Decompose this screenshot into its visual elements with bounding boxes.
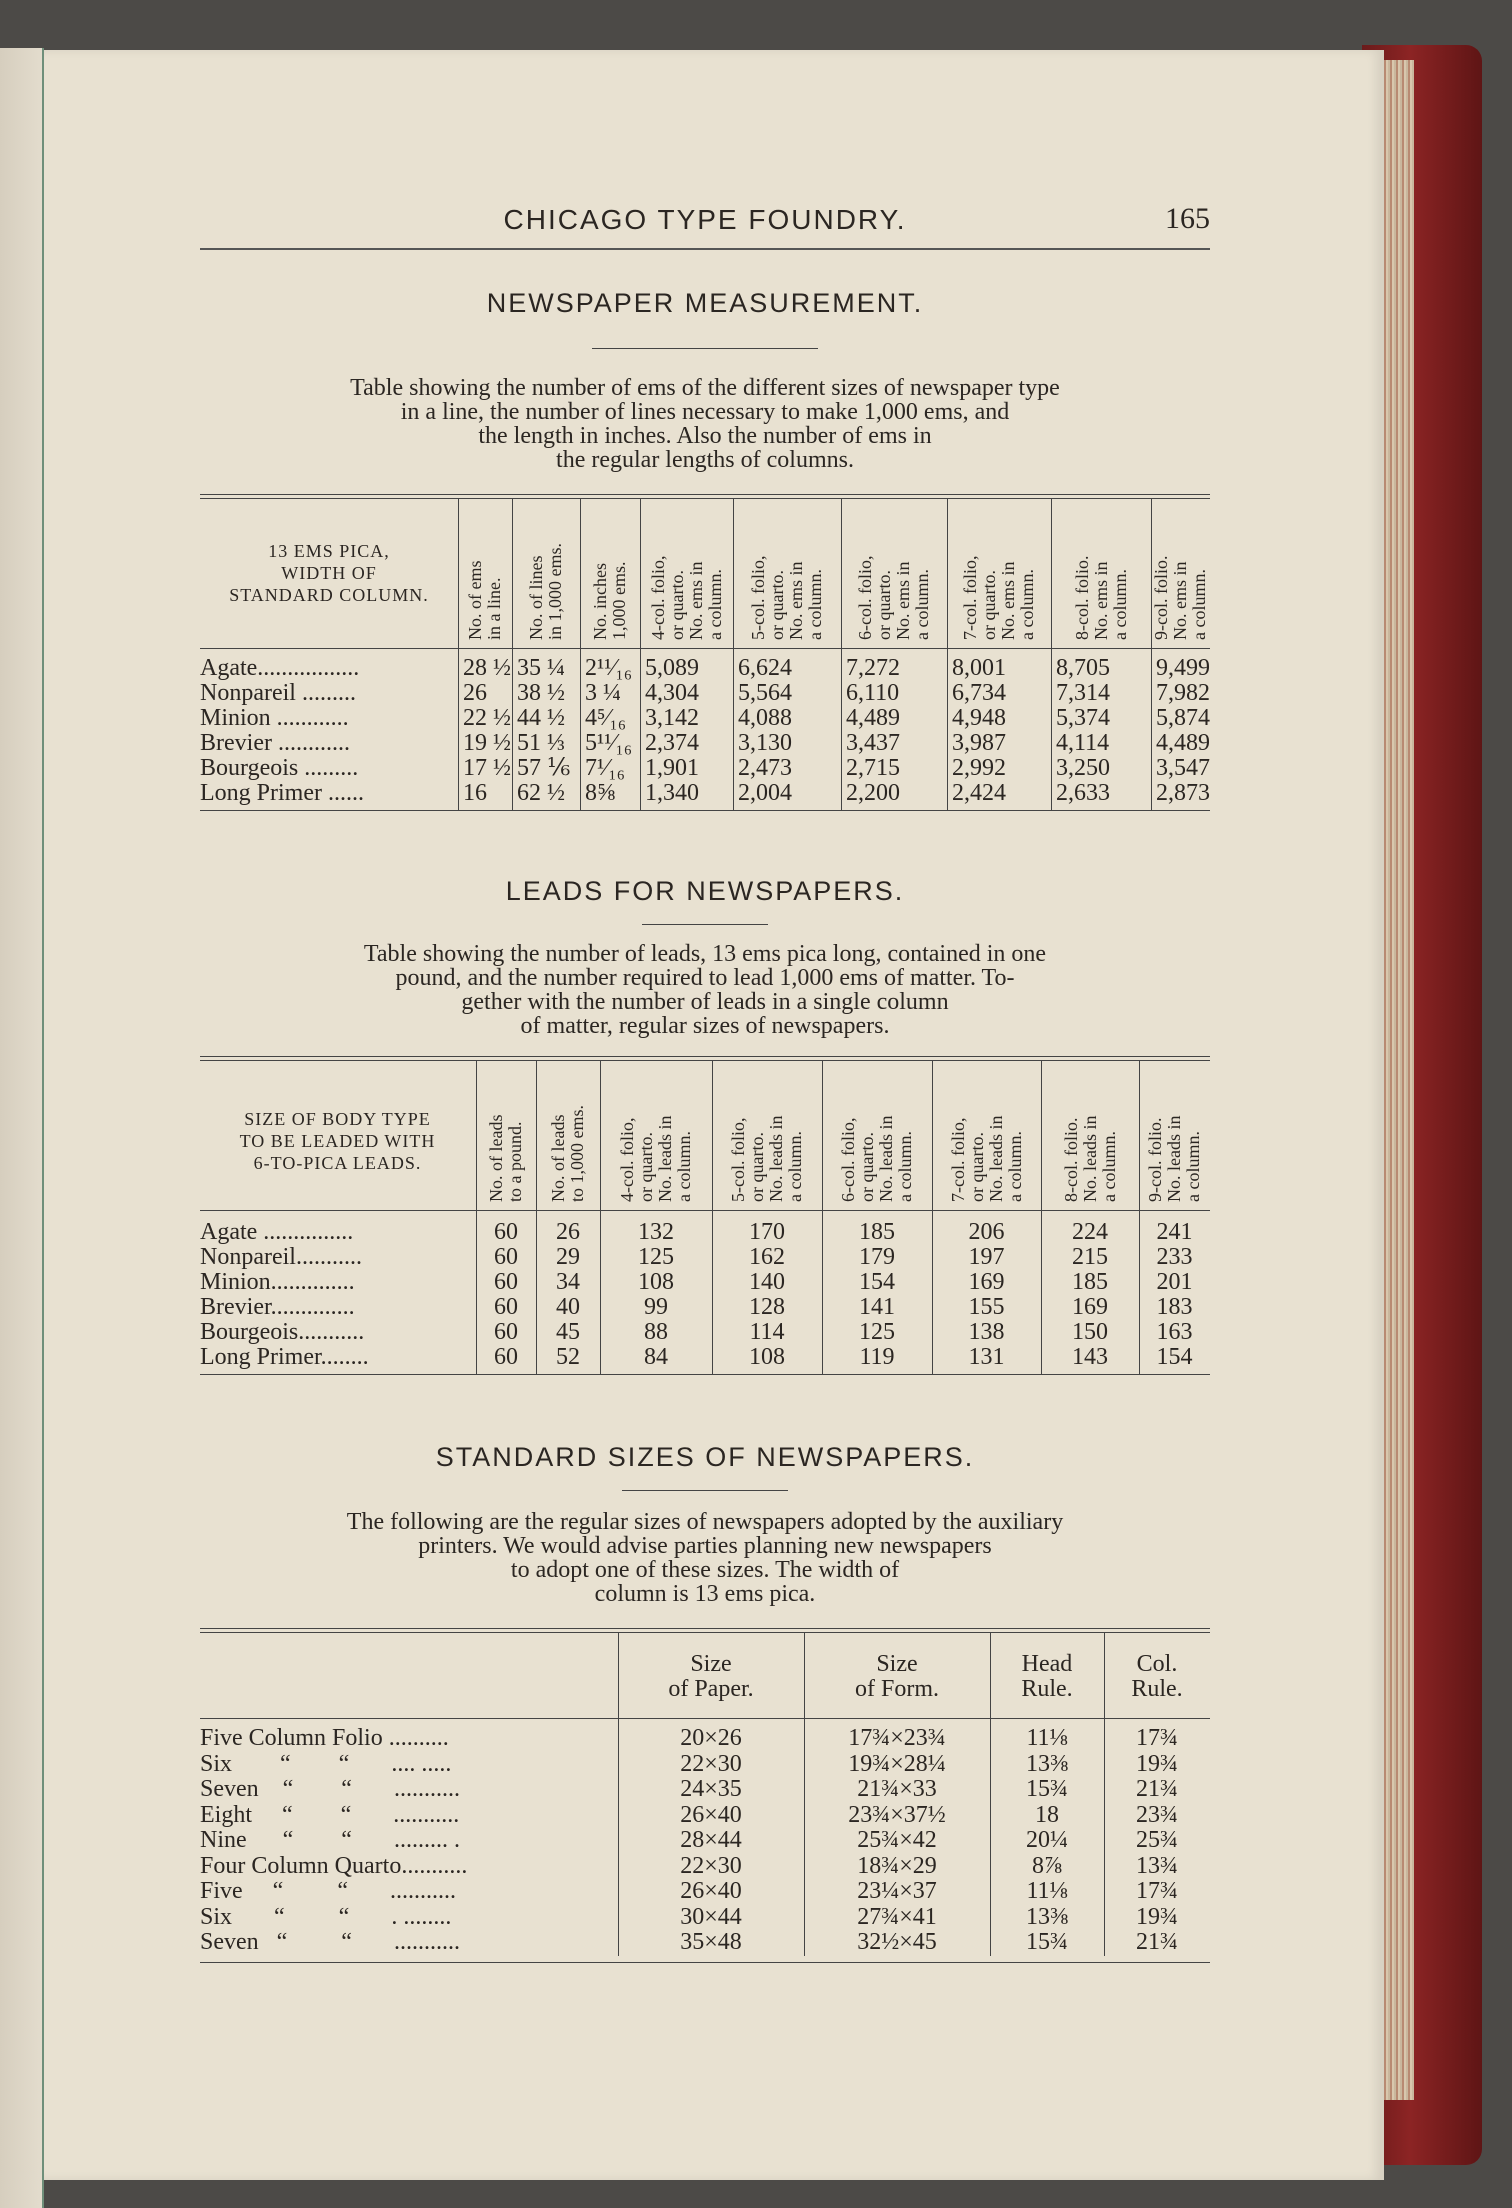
table-cell: 224	[1072, 1219, 1108, 1245]
leads-intro	[200, 942, 1210, 1038]
table-cell: 32½×45	[857, 1929, 937, 1955]
table-rule	[200, 498, 1210, 499]
table-cell: 5,089	[645, 655, 699, 681]
table-cell: 7,272	[846, 655, 900, 681]
table-cell: 114	[749, 1319, 785, 1345]
row-label: Brevier ............	[200, 731, 350, 756]
table-cell: 183	[1156, 1294, 1193, 1320]
row-label: Nonpareil .........	[200, 681, 356, 706]
table-cell: 7¹⁄₁₆	[585, 755, 625, 781]
table-cell: 8,705	[1056, 655, 1110, 681]
column-header: 7-col. folio,	[947, 1117, 968, 1202]
table-cell: 18¾×29	[857, 1852, 937, 1879]
stub-header-line: TO BE LEADED WITH	[239, 1131, 436, 1151]
table-cell: 60	[494, 1219, 518, 1245]
stub-header-line: 13 EMS PICA,	[268, 541, 390, 561]
sizes-intro	[200, 1510, 1210, 1606]
table-cell: 2,004	[738, 780, 792, 806]
table-cell: 154	[1156, 1344, 1193, 1370]
table-cell: 179	[859, 1244, 895, 1270]
table-cell: 169	[1072, 1294, 1108, 1320]
table-cell: 60	[494, 1294, 518, 1320]
table-cell: 143	[1072, 1344, 1108, 1370]
column-header: No. ems in	[998, 561, 1018, 640]
column-header: Size	[876, 1651, 918, 1677]
column-header: 4-col. folio,	[647, 555, 668, 640]
column-header: to a pound.	[505, 1121, 525, 1202]
intro-line: gether with the number of leads in a single column	[461, 989, 949, 1015]
column-header: or quarto.	[979, 570, 999, 640]
table-cell: 21¾	[1136, 1929, 1178, 1955]
row-label: Brevier..............	[200, 1295, 355, 1320]
column-header: 1,000 ems.	[609, 561, 629, 640]
column-header: a column.	[1004, 1131, 1025, 1202]
column-rule	[458, 498, 459, 810]
table-cell: 19¾	[1136, 1903, 1178, 1930]
stub-header-line: SIZE OF BODY TYPE	[244, 1109, 431, 1129]
column-header: No. ems in	[893, 561, 913, 640]
column-rule	[1151, 498, 1152, 810]
table-cell: 3 ¼	[585, 680, 621, 706]
column-header: of Paper.	[668, 1676, 754, 1702]
table-cell: 25¾	[1136, 1827, 1178, 1853]
table-cell: 1,901	[645, 755, 699, 781]
row-label: Six “ “ . ........	[200, 1904, 452, 1930]
row-label: Eight “ “ ...........	[200, 1802, 460, 1828]
column-header: No. ems in	[685, 561, 706, 640]
intro-line: to adopt one of these sizes. The width of	[510, 1557, 900, 1583]
column-header: No. of lines	[526, 555, 546, 640]
table-cell: 155	[968, 1294, 1005, 1320]
table-cell: 6,110	[846, 680, 900, 706]
column-header: a column.	[1017, 569, 1037, 640]
table-cell: 2¹¹⁄₁₆	[585, 655, 633, 681]
table-cell: 162	[749, 1244, 785, 1270]
column-header: a column.	[1183, 1131, 1203, 1202]
table-rule	[200, 1628, 1210, 1629]
intro-line: pound, and the number required to lead 1,000 ems of matter. To-	[395, 965, 1015, 991]
table-cell: 4,948	[952, 705, 1006, 731]
table-cell: 119	[859, 1344, 895, 1370]
table-cell: 11⅛	[1026, 1878, 1068, 1904]
table-rule	[200, 810, 1210, 811]
table-cell: 132	[638, 1219, 674, 1245]
table-cell: 169	[968, 1269, 1005, 1295]
table-cell: 29	[556, 1244, 580, 1270]
column-header: a column.	[805, 569, 825, 640]
column-header: or quarto.	[636, 1132, 656, 1202]
table-cell: 28×44	[680, 1827, 742, 1853]
table-cell: 17¾	[1136, 1878, 1178, 1904]
column-header: a column.	[895, 1131, 915, 1202]
intro-line: Table showing the number of ems of the different sizes of newspaper type	[350, 375, 1060, 401]
table-cell: 3,142	[645, 705, 699, 731]
table-cell: 15¾	[1026, 1929, 1068, 1955]
column-header: to 1,000 ems.	[567, 1105, 587, 1202]
stub-header-line: WIDTH OF	[281, 563, 377, 583]
row-label: Long Primer ......	[200, 781, 364, 806]
column-rule	[512, 498, 513, 810]
table-cell: 40	[556, 1294, 580, 1320]
table-cell: 19¾×28¼	[848, 1750, 946, 1777]
table-cell: 138	[968, 1319, 1005, 1345]
table-rule	[200, 494, 1210, 495]
table-cell: 21¾×33	[857, 1776, 937, 1802]
table-cell: 60	[494, 1344, 518, 1370]
intro-line: printers. We would advise parties planning new newspapers	[418, 1533, 992, 1559]
table-cell: 4,489	[1156, 730, 1210, 756]
table-cell: 8⅞	[1032, 1852, 1062, 1879]
table-cell: 3,250	[1056, 755, 1110, 781]
intro-line: in a line, the number of lines necessary to make 1,000 ems, and	[400, 399, 1010, 425]
column-header: No. leads in	[655, 1115, 675, 1202]
column-header: Col.	[1136, 1651, 1178, 1677]
table-cell: 9,499	[1156, 655, 1210, 681]
table-cell: 22×30	[680, 1750, 742, 1777]
table-cell: 18	[1035, 1801, 1059, 1828]
table-cell: 170	[749, 1219, 785, 1245]
table-cell: 4,489	[846, 705, 900, 731]
column-header: or quarto.	[857, 1132, 877, 1202]
running-head-title: CHICAGO TYPE FOUNDRY.	[503, 204, 907, 235]
title-rule	[622, 1490, 788, 1491]
table-cell: 233	[1156, 1244, 1193, 1270]
column-header: No. of leads	[548, 1114, 568, 1202]
section-title-leads: LEADS FOR NEWSPAPERS.	[505, 876, 905, 906]
column-header: in a line.	[484, 577, 504, 640]
row-label: Five “ “ ...........	[200, 1879, 456, 1904]
table-cell: 1,340	[645, 780, 699, 806]
row-label: Bourgeois...........	[200, 1320, 365, 1345]
table-cell: 15¾	[1026, 1776, 1068, 1802]
table-cell: 57 ⅙	[517, 755, 571, 781]
table-cell: 128	[749, 1294, 785, 1320]
intro-line: of matter, regular sizes of newspapers.	[520, 1013, 890, 1039]
column-header: Head	[1021, 1651, 1073, 1677]
row-label: Four Column Quarto...........	[200, 1853, 468, 1879]
section-title-sizes: STANDARD SIZES OF NEWSPAPERS.	[435, 1442, 975, 1472]
column-header: No. leads in	[766, 1115, 786, 1202]
row-label: Agate.................	[200, 656, 360, 681]
table-cell: 163	[1156, 1319, 1193, 1345]
page-number: 165	[1165, 202, 1210, 235]
table-cell: 27¾×41	[857, 1903, 937, 1930]
table-cell: 35×48	[680, 1929, 742, 1955]
table-cell: 3,437	[846, 730, 900, 756]
table-cell: 206	[968, 1219, 1005, 1245]
table-cell: 4,088	[738, 705, 792, 731]
table-cell: 197	[968, 1244, 1005, 1270]
table-cell: 2,992	[952, 755, 1006, 781]
table-cell: 3,130	[738, 730, 792, 756]
column-header: a column.	[1098, 1131, 1119, 1202]
table-cell: 4,304	[645, 680, 699, 706]
column-header: a column.	[1109, 569, 1130, 640]
row-label: Nine “ “ ......... .	[200, 1828, 460, 1853]
table-cell: 2,873	[1156, 780, 1210, 806]
table-rule	[200, 1718, 1210, 1719]
table-cell: 125	[859, 1319, 895, 1345]
table-cell: 5¹¹⁄₁₆	[585, 730, 633, 756]
table-cell: 140	[749, 1269, 785, 1295]
table-cell: 17¾×23¾	[848, 1725, 946, 1751]
table-rule	[200, 1374, 1210, 1375]
table-cell: 23¾	[1136, 1801, 1178, 1828]
column-header: or quarto.	[747, 1132, 767, 1202]
table-cell: 19¾	[1136, 1750, 1178, 1777]
row-label: Seven “ “ ...........	[200, 1777, 460, 1802]
table-cell: 125	[638, 1244, 674, 1270]
table-rule	[200, 1962, 1210, 1963]
table-cell: 4,114	[1056, 730, 1110, 756]
table-cell: 185	[1072, 1269, 1108, 1295]
column-header: No. ems in	[1090, 561, 1111, 640]
stub-header	[200, 540, 458, 606]
table-cell: 23¾×37½	[848, 1801, 946, 1828]
table-cell: 7,982	[1156, 680, 1210, 706]
column-rule	[580, 498, 581, 810]
table-cell: 26	[556, 1219, 580, 1245]
table-cell: 26×40	[680, 1801, 742, 1828]
table-cell: 30×44	[680, 1903, 742, 1930]
table-cell: 28 ½	[463, 655, 511, 681]
row-label: Agate ...............	[200, 1220, 354, 1245]
table-cell: 45	[556, 1319, 580, 1345]
column-header: Size	[690, 1651, 732, 1677]
column-header: No. of ems	[465, 560, 485, 640]
column-header: No. leads in	[1164, 1115, 1184, 1202]
column-header: No. of leads	[486, 1114, 506, 1202]
table-cell: 201	[1156, 1269, 1193, 1295]
table-cell: 131	[968, 1344, 1005, 1370]
table-rule	[200, 1056, 1210, 1057]
column-rule	[841, 498, 842, 810]
column-header: or quarto.	[666, 570, 687, 640]
table-cell: 7,314	[1056, 680, 1110, 706]
table-cell: 215	[1072, 1244, 1108, 1270]
table-cell: 26×40	[680, 1878, 742, 1904]
table-cell: 22 ½	[463, 705, 511, 731]
title-rule	[642, 924, 768, 925]
table-cell: 2,473	[738, 755, 792, 781]
table-cell: 108	[638, 1269, 674, 1295]
column-rule	[733, 498, 734, 810]
table-cell: 60	[494, 1269, 518, 1295]
table-cell: 24×35	[680, 1776, 742, 1802]
column-header: 7-col. folio,	[960, 555, 980, 640]
table-cell: 20×26	[680, 1725, 742, 1751]
intro-line: Table showing the number of leads, 13 ems pica long, contained in one	[363, 941, 1047, 967]
table-cell: 20¼	[1026, 1827, 1068, 1853]
measurement-intro	[200, 376, 1210, 472]
table-cell: 8,001	[952, 655, 1006, 681]
column-header: No. leads in	[876, 1115, 896, 1202]
column-header: a column.	[1189, 569, 1209, 640]
column-header: or quarto.	[874, 570, 894, 640]
row-label: Minion..............	[200, 1270, 355, 1295]
column-header: 9-col. folio.	[1151, 555, 1171, 640]
table-cell: 17 ½	[463, 755, 511, 781]
column-header: a column.	[785, 1131, 805, 1202]
column-header: No. ems in	[1170, 561, 1190, 640]
table-cell: 5,374	[1056, 705, 1110, 731]
row-label: Long Primer........	[200, 1345, 369, 1370]
table-cell: 185	[859, 1219, 895, 1245]
row-label: Seven “ “ ...........	[200, 1930, 460, 1955]
column-rule	[640, 498, 641, 810]
column-header: No. inches	[590, 563, 610, 640]
stub-header-line: STANDARD COLUMN.	[229, 585, 429, 605]
table-cell: 21¾	[1136, 1776, 1178, 1802]
left-page-margin	[0, 48, 44, 2208]
table-cell: 26	[463, 680, 487, 706]
table-rule	[200, 1632, 1210, 1633]
column-header: 8-col. folio.	[1071, 555, 1092, 640]
table-rule	[200, 1060, 1210, 1061]
stub-header	[200, 1108, 475, 1174]
table-cell: 141	[859, 1294, 895, 1320]
table-cell: 2,715	[846, 755, 900, 781]
table-cell: 51 ⅓	[517, 730, 565, 756]
table-cell: 88	[644, 1319, 668, 1345]
column-header: No. leads in	[1079, 1115, 1100, 1202]
column-header: a column.	[674, 1131, 694, 1202]
column-header: Rule.	[1021, 1676, 1073, 1702]
table-cell: 154	[859, 1269, 895, 1295]
column-header: 6-col. folio,	[855, 555, 875, 640]
table-cell: 5,564	[738, 680, 792, 706]
table-cell: 13⅜	[1026, 1750, 1068, 1777]
table-cell: 38 ½	[517, 680, 565, 706]
table-cell: 4⁵⁄₁₆	[585, 705, 627, 731]
row-label: Minion ............	[200, 706, 349, 731]
stub-header-line: 6-TO-PICA LEADS.	[253, 1153, 422, 1173]
column-header: 5-col. folio,	[748, 555, 768, 640]
row-label: Six “ “ .... .....	[200, 1751, 452, 1777]
column-header: 9-col. folio.	[1145, 1117, 1165, 1202]
table-cell: 84	[644, 1344, 668, 1370]
table-rule	[200, 1210, 1210, 1211]
section-title-measurement: NEWSPAPER MEASUREMENT.	[486, 288, 924, 318]
intro-line: the length in inches. Also the number of ems in	[478, 423, 932, 449]
column-header: a column.	[912, 569, 932, 640]
table-cell: 44 ½	[517, 705, 565, 731]
table-cell: 60	[494, 1244, 518, 1270]
column-header: 6-col. folio,	[838, 1117, 858, 1202]
table-cell: 2,200	[846, 780, 900, 806]
running-head	[200, 200, 1210, 250]
intro-line: the regular lengths of columns.	[556, 447, 854, 473]
table-cell: 23¼×37	[857, 1878, 937, 1904]
table-cell: 8⅝	[585, 780, 615, 806]
table-cell: 62 ½	[517, 780, 565, 806]
table-cell: 17¾	[1136, 1725, 1178, 1751]
table-cell: 150	[1072, 1319, 1108, 1345]
table-cell: 34	[556, 1269, 580, 1295]
table-cell: 2,424	[952, 780, 1006, 806]
column-header: 5-col. folio,	[728, 1117, 748, 1202]
intro-line: The following are the regular sizes of newspapers adopted by the auxiliary	[346, 1509, 1064, 1535]
row-label: Nonpareil...........	[200, 1245, 362, 1270]
column-rule	[1051, 498, 1052, 810]
table-cell: 13¾	[1136, 1852, 1178, 1879]
table-cell: 13⅜	[1026, 1903, 1068, 1930]
column-header: Rule.	[1131, 1676, 1183, 1702]
table-cell: 2,633	[1056, 780, 1110, 806]
table-cell: 60	[494, 1319, 518, 1345]
column-header: No. leads in	[985, 1115, 1006, 1202]
table-cell: 52	[556, 1344, 580, 1370]
table-rule	[200, 648, 1210, 649]
column-header: of Form.	[855, 1676, 939, 1702]
table-cell: 16	[463, 780, 487, 806]
table-cell: 5,874	[1156, 705, 1210, 731]
column-header: in 1,000 ems.	[545, 543, 565, 640]
table-cell: 2,374	[645, 730, 699, 756]
title-rule	[592, 348, 818, 349]
row-label: Five Column Folio ..........	[200, 1726, 449, 1751]
column-rule	[947, 498, 948, 810]
table-cell: 25¾×42	[857, 1827, 937, 1853]
table-cell: 22×30	[680, 1852, 742, 1879]
column-header: 8-col. folio.	[1060, 1117, 1081, 1202]
table-cell: 3,987	[952, 730, 1006, 756]
table-cell: 19 ½	[463, 730, 511, 756]
column-header: 4-col. folio,	[617, 1117, 637, 1202]
table-cell: 99	[644, 1294, 668, 1320]
table-cell: 3,547	[1156, 755, 1210, 781]
table-cell: 6,734	[952, 680, 1006, 706]
column-header: or quarto.	[966, 1132, 987, 1202]
table-cell: 11⅛	[1026, 1725, 1068, 1751]
table-cell: 35 ¼	[517, 655, 565, 681]
intro-line: column is 13 ems pica.	[594, 1581, 816, 1607]
column-header: a column.	[704, 569, 725, 640]
table-cell: 241	[1156, 1219, 1193, 1245]
column-header: No. ems in	[786, 561, 806, 640]
row-label: Bourgeois .........	[200, 756, 359, 781]
column-header: or quarto.	[767, 570, 787, 640]
table-cell: 6,624	[738, 655, 792, 681]
table-cell: 108	[749, 1344, 785, 1370]
